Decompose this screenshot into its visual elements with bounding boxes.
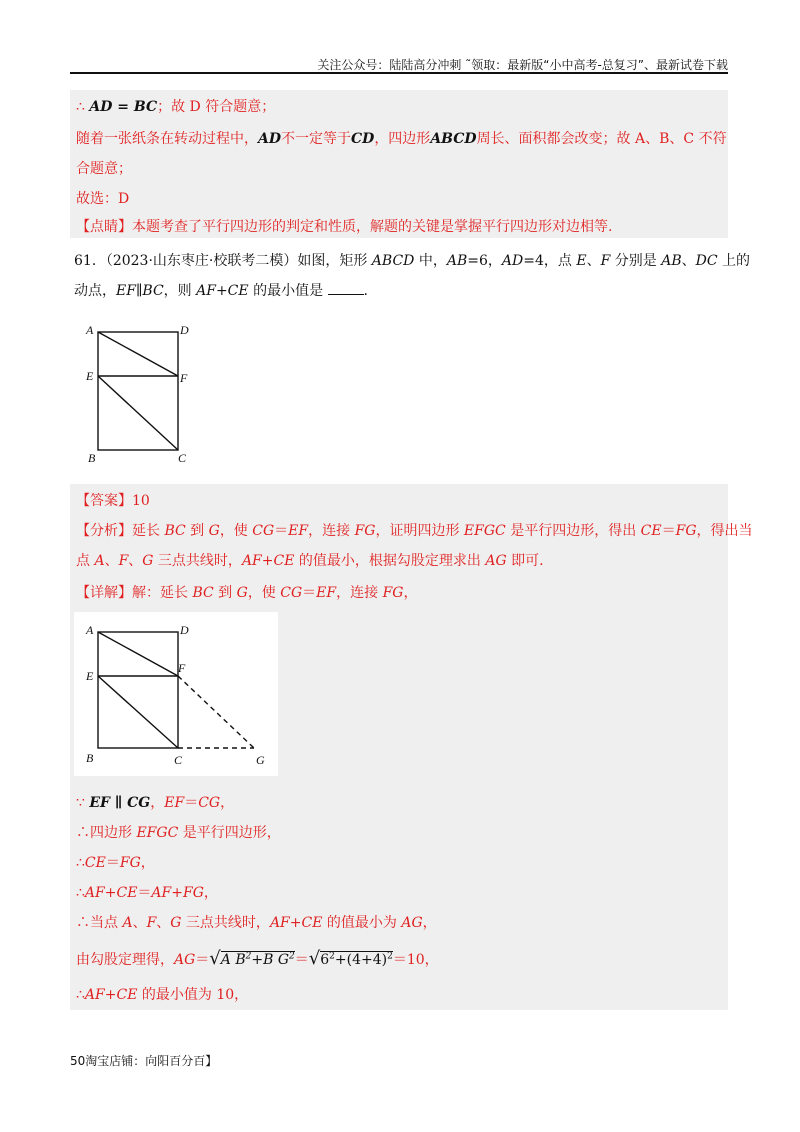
math-var: DC: [695, 253, 718, 269]
parallel-symbol: ∥: [135, 283, 143, 299]
math-var: CE: [84, 855, 106, 871]
segment-af: [98, 332, 178, 376]
text-span: =4，点: [523, 253, 577, 269]
math-var: AG: [485, 553, 507, 569]
segment-ec: [98, 376, 178, 450]
text-span: ∴当点: [76, 915, 123, 931]
text-span: 、: [156, 915, 171, 931]
math-var: FG: [675, 523, 697, 539]
math-var: AF+CE: [241, 553, 295, 569]
math-var: AF+CE: [84, 987, 138, 1003]
label-e: E: [86, 369, 94, 383]
page-footer: 50淘宝店铺：向阳百分百】: [70, 1054, 218, 1068]
text-span: 中，: [414, 253, 447, 269]
math-var: AG: [401, 915, 423, 931]
answer-tag: 【答案】: [76, 493, 132, 509]
text-span: ，四边形: [374, 131, 431, 147]
math-expression: ABCD: [430, 131, 477, 147]
math-var: F: [118, 553, 129, 569]
text-span: 三点共线时，: [153, 553, 242, 569]
text-span: 由勾股定理得，: [76, 952, 174, 968]
math-number: 6: [320, 952, 330, 968]
text-span: ＝: [195, 952, 210, 968]
text-span: ，使: [247, 585, 281, 601]
text-span: ＝: [294, 952, 309, 968]
therefore-symbol: ∴: [76, 99, 85, 115]
label-a: A: [86, 323, 94, 337]
step-line: [76, 882, 722, 902]
text-span: ＝10，: [392, 952, 439, 968]
step-line: [76, 912, 722, 932]
text-span: ，: [140, 855, 155, 871]
answer-value: 10: [132, 493, 150, 509]
label-d: D: [180, 323, 189, 337]
detail-tag: 【详解】: [76, 585, 132, 601]
text-span: 的最小值是: [248, 283, 324, 299]
comment-line: [76, 216, 722, 236]
exponent: 2: [245, 951, 252, 962]
math-var: FG: [382, 585, 404, 601]
text-span: 点: [76, 553, 95, 569]
text-span: 延长: [132, 523, 165, 539]
segment-af: [98, 632, 178, 676]
math-var: E: [576, 253, 587, 269]
math-var: EF: [164, 795, 185, 811]
math-expression: AD = BC: [89, 99, 158, 115]
math-expression: AD: [258, 131, 282, 147]
exponent: 2: [289, 951, 295, 962]
question-line-1: [74, 250, 750, 270]
math-var: AF+CE: [196, 283, 249, 299]
text-span: =6，: [467, 253, 502, 269]
label-f: F: [178, 661, 186, 675]
exponent: 2: [329, 951, 335, 962]
math-var: EF: [116, 283, 136, 299]
page-header: 关注公众号：陆陆高分冲刺 ˜领取：最新版“小中高考-总复习”、最新试卷下载: [317, 58, 728, 72]
text-span: ∴: [76, 987, 85, 1003]
text-span: 到: [185, 523, 209, 539]
math-var: FG: [119, 855, 141, 871]
text-span: ，: [203, 885, 218, 901]
math-var: AF+CE: [84, 885, 138, 901]
math-var: G: [142, 553, 154, 569]
text-line: [76, 96, 722, 116]
math-var: ABCD: [371, 253, 415, 269]
text-span: 到: [213, 585, 237, 601]
label-b: B: [86, 751, 94, 765]
math-var: CE: [640, 523, 662, 539]
text-span: 、: [128, 553, 143, 569]
text-span: ＝: [105, 855, 120, 871]
math-var: AG: [174, 952, 196, 968]
math-var: BC: [142, 283, 164, 299]
math-var: BC: [192, 585, 214, 601]
math-var: CG: [252, 523, 275, 539]
step-line: [76, 792, 722, 812]
math-var: AF+FG: [151, 885, 204, 901]
text-span: ，连接: [336, 585, 383, 601]
text-span: ＝: [661, 523, 676, 539]
text-span: 的最小值为 10，: [137, 987, 249, 1003]
math-var: G: [170, 915, 182, 931]
answer-section: [70, 484, 753, 612]
analysis-line-1: [76, 520, 753, 540]
math-var: FG: [354, 523, 376, 539]
answer-blank: [328, 282, 364, 295]
text-span: ＝: [274, 523, 289, 539]
text-span: ∴四边形: [76, 825, 137, 841]
rectangle-abcd: [98, 632, 178, 748]
text-span: 不一定等于: [281, 131, 352, 147]
conclusion-line: [76, 984, 722, 1004]
step-line: [76, 852, 722, 872]
text-span: ∴: [76, 885, 85, 901]
sqrt-symbol: √: [308, 948, 321, 969]
label-c: C: [174, 753, 183, 767]
text-span: 的值最小，根据勾股定理求出: [294, 553, 486, 569]
text-span: 本题考查了平行四边形的判定和性质，解题的关键是掌握平行四边形对边相等.: [132, 219, 613, 235]
math-var: AF+CE: [269, 915, 323, 931]
math-var: F: [146, 915, 157, 931]
text-span: 分别是: [610, 253, 662, 269]
solution-continuation: [70, 90, 728, 238]
math-var: G: [208, 523, 220, 539]
text-span: ＝: [302, 585, 317, 601]
text-span: 随着一张纸条在转动过程中，: [76, 131, 258, 147]
text-span: 上的: [717, 253, 750, 269]
math-var: EFGC: [136, 825, 179, 841]
text-span: ，得出当: [696, 523, 753, 539]
math-var: B G: [263, 952, 290, 968]
text-span: ，则: [163, 283, 197, 299]
label-g: G: [256, 753, 265, 767]
text-span: 、: [132, 915, 147, 931]
header-divider: [70, 72, 728, 74]
text-span: 三点共线时，: [181, 915, 270, 931]
text-span: 解：延长: [132, 585, 193, 601]
pythagoras-line: [76, 948, 722, 969]
extended-figure: [74, 612, 278, 776]
text-span: 、: [104, 553, 119, 569]
math-var: CG: [280, 585, 303, 601]
math-var: A B: [220, 952, 246, 968]
math-var: G: [236, 585, 248, 601]
math-var: EFGC: [463, 523, 506, 539]
proof-steps: [70, 778, 728, 1010]
sqrt-symbol: √: [209, 948, 221, 969]
text-span: ，: [150, 795, 165, 811]
math-expression: +(4+4): [334, 952, 388, 968]
text-span: 61．（2023·山东枣庄·校联考二模）如图，矩形: [74, 253, 372, 269]
text-span: 是平行四边形，: [178, 825, 281, 841]
step-line: [76, 822, 722, 842]
text-span: ；故 D 符合题意；: [157, 99, 276, 115]
segment-ec: [98, 676, 178, 748]
text-span: 动点，: [74, 283, 116, 299]
rectangle-figure: [82, 320, 194, 470]
math-var: A: [122, 915, 133, 931]
text-line: [76, 128, 727, 148]
choice-answer: 故选：D: [76, 191, 130, 207]
exponent: 2: [387, 951, 393, 962]
math-var: AD: [501, 253, 524, 269]
label-b: B: [88, 451, 96, 465]
segment-fg-dashed: [178, 676, 254, 748]
question-line-2: [74, 280, 728, 300]
text-span: .: [363, 283, 368, 299]
math-var: A: [94, 553, 105, 569]
because-symbol: ∵: [76, 795, 85, 811]
text-line: 合题意；: [76, 161, 132, 177]
text-span: ，: [422, 915, 437, 931]
answer-line: [76, 490, 722, 510]
math-var: CG: [198, 795, 221, 811]
label-f: F: [180, 371, 188, 385]
text-span: 即可.: [506, 553, 544, 569]
label-e: E: [86, 669, 94, 683]
math-expression: EF ∥ CG: [89, 795, 151, 811]
rectangle-abcd: [98, 332, 178, 450]
math-var: F: [600, 253, 611, 269]
math-expression: CD: [351, 131, 375, 147]
text-span: ＝: [137, 885, 152, 901]
math-var: AB: [661, 253, 682, 269]
analysis-tag: 【分析】: [76, 523, 132, 539]
comment-tag: 【点睛】: [76, 219, 132, 235]
text-span: ，: [220, 795, 235, 811]
label-a: A: [86, 623, 94, 637]
text-span: 的值最小为: [322, 915, 402, 931]
label-c: C: [178, 451, 187, 465]
text-span: ＝: [184, 795, 199, 811]
plus-sign: +: [251, 952, 264, 968]
math-var: EF: [288, 523, 309, 539]
math-var: BC: [164, 523, 186, 539]
text-span: 周长、面积都会改变；故 A、B、C 不符: [476, 131, 727, 147]
text-span: 、: [586, 253, 601, 269]
text-span: ，: [403, 585, 418, 601]
text-span: 是平行四边形，得出: [505, 523, 641, 539]
math-var: AB: [446, 253, 468, 269]
text-span: ∴: [76, 855, 85, 871]
analysis-line-2: [76, 550, 722, 570]
text-span: 、: [681, 253, 696, 269]
detail-line: [76, 582, 722, 602]
text-span: ，连接: [308, 523, 355, 539]
label-d: D: [180, 623, 189, 637]
math-var: EF: [316, 585, 337, 601]
text-span: ，使: [219, 523, 253, 539]
text-span: ，证明四边形: [375, 523, 464, 539]
